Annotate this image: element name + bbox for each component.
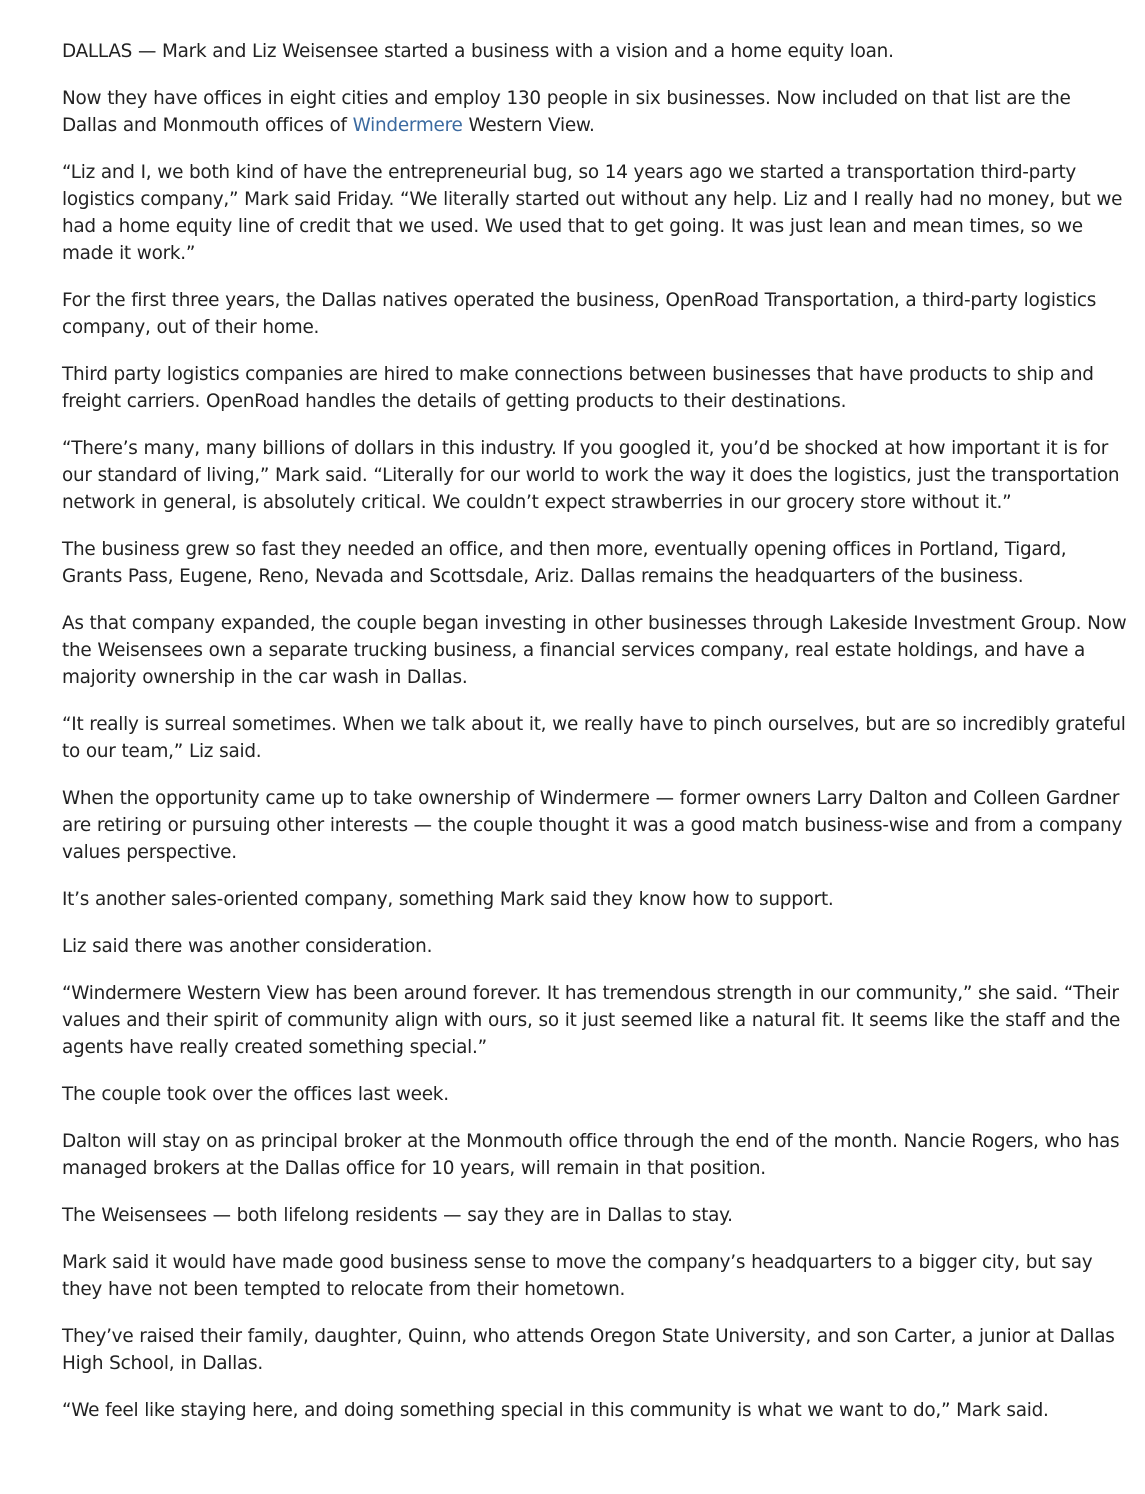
paragraph-6: “There’s many, many billions of dollars in this industry. If you googled it, you’d be shocked at how important it is for our standard of living,” Mark said. “Literally for our world to work the way it does the logistics, just the transportation network in general, is absolutely critical. We couldn’t expect strawberries in our grocery store without it.”: [62, 438, 1120, 513]
paragraph-9: “It really is surreal sometimes. When we talk about it, we really have to pinch ourselves, but are so incredibly grateful to our team,” Liz said.: [62, 714, 1126, 762]
paragraph-8: As that company expanded, the couple began investing in other businesses through Lakeside Investment Group. Now the Weisensees own a separate trucking business, a financial services company, real estate holdings, and have a majority ownership in the car wash in Dallas.: [62, 613, 1127, 688]
paragraph-2: [62, 85, 1130, 139]
paragraph-17: Mark said it would have made good business sense to move the company’s headquarters to a bigger city, but say they have not been tempted to relocate from their hometown.: [62, 1252, 1093, 1300]
paragraph-12: Liz said there was another consideration.: [62, 936, 433, 957]
paragraph-4: For the first three years, the Dallas natives operated the business, OpenRoad Transportation, a third-party logistics company, out of their home.: [62, 290, 1097, 338]
paragraph-5: Third party logistics companies are hired to make connections between businesses that have products to ship and freight carriers. OpenRoad handles the details of getting products to their destinations.: [62, 364, 1094, 412]
article-body: [62, 38, 1130, 1444]
windermere-link[interactable]: Windermere: [352, 115, 463, 136]
paragraph-13: “Windermere Western View has been around forever. It has tremendous strength in our community,” she said. “Their values and their spirit of community align with ours, so it just seemed like a natural fit. It seems like the staff and the agents have really created something special.”: [62, 983, 1121, 1058]
paragraph-2-text-after: Western View.: [462, 115, 595, 136]
paragraph-16: The Weisensees — both lifelong residents — say they are in Dallas to stay.: [62, 1205, 733, 1226]
paragraph-10: When the opportunity came up to take ownership of Windermere — former owners Larry Dalton and Colleen Gardner are retiring or pursuing other interests — the couple thought it was a good match business-wise and from a company values perspective.: [62, 788, 1123, 863]
paragraph-1: DALLAS — Mark and Liz Weisensee started a business with a vision and a home equity loan.: [62, 41, 894, 62]
paragraph-14: The couple took over the offices last week.: [62, 1084, 449, 1105]
paragraph-18: They’ve raised their family, daughter, Quinn, who attends Oregon State University, and son Carter, a junior at Dallas High School, in Dallas.: [62, 1326, 1115, 1374]
paragraph-11: It’s another sales-oriented company, something Mark said they know how to support.: [62, 889, 834, 910]
paragraph-7: The business grew so fast they needed an office, and then more, eventually opening offices in Portland, Tigard, Grants Pass, Eugene, Reno, Nevada and Scottsdale, Ariz. Dallas remains the headquarters of the business.: [62, 539, 1067, 587]
paragraph-3: “Liz and I, we both kind of have the entrepreneurial bug, so 14 years ago we started a transportation third-party logistics company,” Mark said Friday. “We literally started out without any help. Liz and I really had no money, but we had a home equity line of credit that we used. We used that to get going. It was just lean and mean times, so we made it work.”: [62, 162, 1123, 264]
paragraph-19: “We feel like staying here, and doing something special in this community is what we want to do,” Mark said.: [62, 1400, 1049, 1421]
paragraph-2-text-before: Now they have offices in eight cities and employ 130 people in six businesses. Now included on that list are the Dallas and Monmouth offices of: [62, 88, 1071, 136]
paragraph-15: Dalton will stay on as principal broker at the Monmouth office through the end of the month. Nancie Rogers, who has managed brokers at the Dallas office for 10 years, will remain in that position.: [62, 1131, 1120, 1179]
